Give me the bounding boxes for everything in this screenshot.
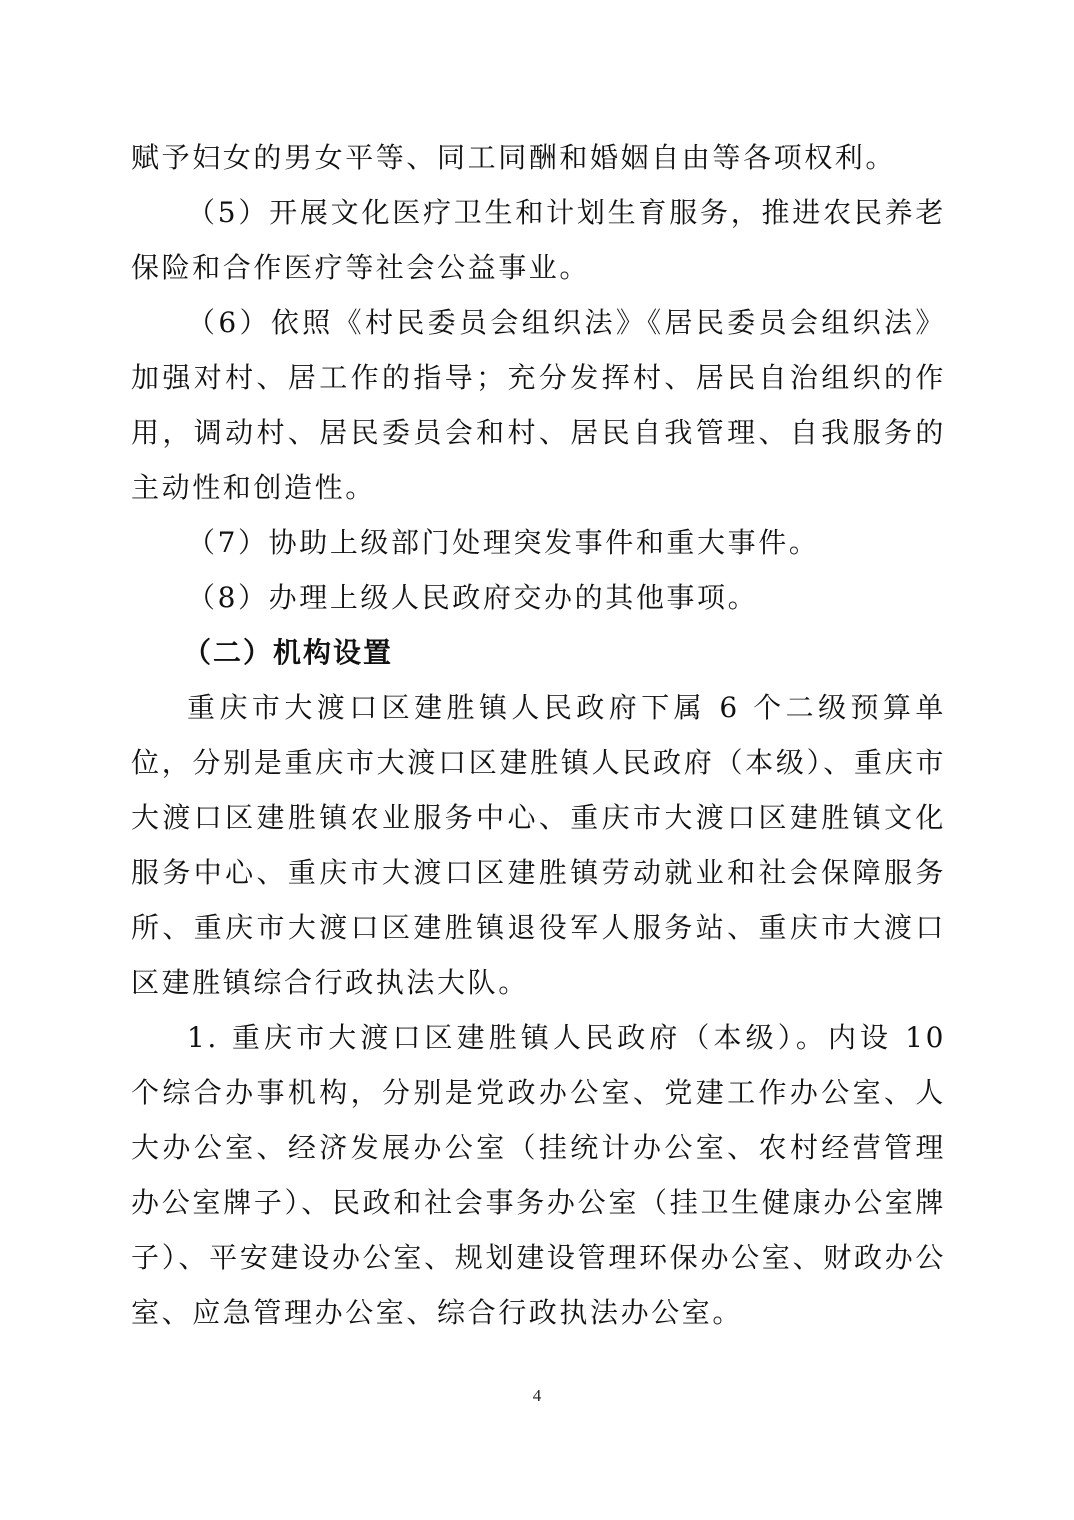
section-heading: （二）机构设置 [183, 636, 394, 669]
paragraph-item-5: （5）开展文化医疗卫生和计划生育服务，推进农民养老保险和合作医疗等社会公益事业。 [131, 196, 946, 284]
paragraph-item-7: （7）协助上级部门处理突发事件和重大事件。 [187, 526, 820, 559]
page-number: 4 [532, 1386, 542, 1405]
paragraph-government-office: 1. 重庆市大渡口区建胜镇人民政府（本级）。内设 10 个综合办事机构，分别是党政办公室、党建工作办公室、人大办公室、经济发展办公室（挂统计办公室、农村经营管理办公室牌子）、民政和社会事务办公室（挂卫生健康办公室牌子）、平安建设办公室、规划建设管理环保办公室、财政办公室、应急管理办公室、综合行政执法办公室。 [131, 1021, 946, 1329]
paragraph-item-6: （6）依照《村民委员会组织法》《居民委员会组织法》加强对村、居工作的指导；充分发挥村、居民自治组织的作用，调动村、居民委员会和村、居民自我管理、自我服务的主动性和创造性。 [131, 306, 946, 504]
paragraph-organization-overview: 重庆市大渡口区建胜镇人民政府下属 6 个二级预算单位，分别是重庆市大渡口区建胜镇人民政府（本级）、重庆市大渡口区建胜镇农业服务中心、重庆市大渡口区建胜镇文化服务中心、重庆市大渡口区建胜镇劳动就业和社会保障服务所、重庆市大渡口区建胜镇退役军人服务站、重庆市大渡口区建胜镇综合行政执法大队。 [131, 691, 946, 999]
document-body [131, 130, 946, 1340]
paragraph-item-8: （8）办理上级人民政府交办的其他事项。 [187, 581, 759, 614]
paragraph-continuation: 赋予妇女的男女平等、同工同酬和婚姻自由等各项权利。 [131, 141, 897, 174]
